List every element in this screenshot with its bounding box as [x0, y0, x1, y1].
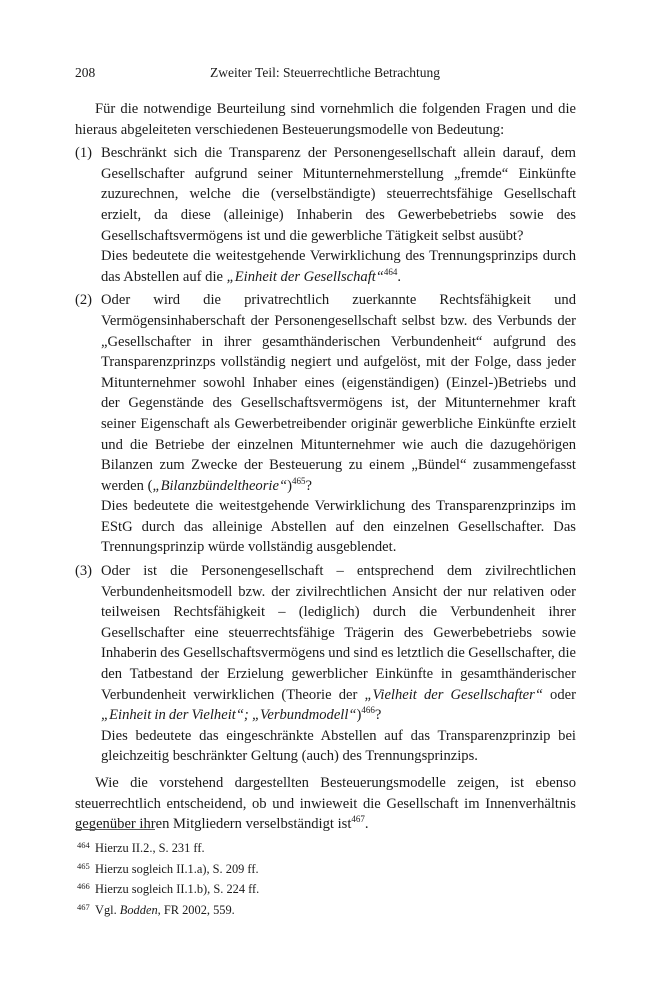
closing-text: Wie die vorstehend dargestellten Besteuerungsmodelle zeigen, ist ebenso steuerrechtlich entscheidend, ob und inwieweit die Gesellschaft im Innenverhältnis gegenüber ihren Mitgliedern verselbständigt ist — [75, 775, 576, 833]
footnote-ref-464[interactable]: 464 — [383, 266, 398, 277]
footnote-divider — [75, 829, 155, 830]
footnote-text: , FR 2002, 559. — [157, 902, 235, 917]
list-item-2 — [75, 290, 576, 558]
footnote-ref-467[interactable]: 467 — [351, 814, 365, 825]
item-question: Beschränkt sich die Transparenz der Personengesellschaft allein darauf, dem Gesellschafter aufgrund seiner Mitunternehmerstellung „fremde“ Einkünfte zuzurechnen, welche die (verselbständigte) steuerrechtsfähige Gesellschaft erzielt, da diese (alleinige) Inhaberin des Gewerbebetriebs sowie des Gesellschaftsvermögens ist und die gewerbliche Tätigkeit selbst ausübt? — [101, 145, 576, 244]
body-text — [75, 99, 576, 835]
footnotes — [75, 838, 475, 920]
term-vielheit-der-gesellschafter: „Vielheit der Gesellschafter“ — [364, 686, 543, 703]
footnote-mark: 465 — [77, 860, 90, 871]
footnote-ref-466[interactable]: 466 — [361, 705, 375, 716]
punctuation: ? — [374, 707, 382, 724]
item-question — [101, 290, 576, 496]
intro-paragraph: Für die notwendige Beurteilung sind vornehmlich die folgenden Fragen und die hieraus abgeleiteten verschiedenen Besteuerungsmodelle von Bedeutung: — [75, 101, 576, 138]
punctuation: ) — [287, 477, 292, 494]
footnote-466 — [75, 879, 475, 900]
footnote-prefix: Vgl. — [95, 902, 120, 917]
footnote-467 — [75, 900, 475, 921]
running-head — [75, 65, 575, 85]
question-text: oder — [542, 686, 576, 703]
item-consequence: Dies bedeutete das eingeschränkte Abstellen auf das Transparenzprinzip bei gleichzeitig beschränkter Geltung (auch) des Trennungsprinzips. — [101, 727, 576, 765]
item-number: (2) — [75, 292, 93, 309]
footnote-ref-465[interactable]: 465 — [291, 475, 306, 486]
item-question — [101, 561, 576, 726]
footnote-mark: 467 — [77, 901, 90, 912]
page-number: 208 — [75, 65, 96, 80]
footnote-465 — [75, 859, 475, 880]
footnote-text: Hierzu sogleich II.1.b), S. 224 ff. — [95, 882, 260, 896]
footnote-author: Bodden — [119, 902, 158, 917]
punctuation: . — [364, 816, 369, 833]
footnote-mark: 464 — [77, 840, 90, 850]
term-bilanzbuendeltheorie: „Bilanzbündeltheorie“ — [152, 477, 288, 494]
question-text: Oder ist die Personengesellschaft – entsprechend dem zivilrechtlichen Verbundenheitsmodell bzw. der zivilrechtlichen Ansicht der nur relativen oder teilweisen Rechtsfähigkeit – (lediglich) durch die Verbundenheit ihrer Gesellschafter eine steuerrechtsfähige Trägerin des Gewerbebetriebs sowie Inhaberin des Gesellschaftsvermögens und sind es letztlich die Gesellschafter, die den Tatbestand der Erzielung gewerblicher Einkünfte in gesamthänderischer Verbundenheit verwirklichen (Theorie der — [101, 563, 576, 703]
list-item-1 — [75, 143, 576, 287]
consequence-text: Dies bedeutete die weitestgehende Verwirklichung des Trennungsprinzips durch das Abstellen auf die — [101, 248, 576, 285]
footnote-text: Hierzu II.2., S. 231 ff. — [95, 841, 205, 855]
punctuation: . — [397, 268, 402, 285]
item-consequence: Dies bedeutete die weitestgehende Verwirklichung des Transparenzprinzips im EStG durch das alleinige Abstellen auf den einzelnen Gesellschafter. Das Trennungsprinzip würde vollständig ausgeblendet. — [101, 498, 576, 556]
item-number: (3) — [75, 563, 93, 580]
punctuation: ? — [305, 477, 312, 494]
list-item-3 — [75, 561, 576, 767]
footnote-text: Hierzu sogleich II.1.a), S. 209 ff. — [95, 861, 259, 876]
closing-paragraph — [75, 773, 576, 835]
item-number: (1) — [75, 145, 93, 162]
footnote-mark: 466 — [77, 881, 90, 891]
punctuation: ) — [356, 707, 362, 724]
term-einheit-der-gesellschaft: „Einheit der Gesellschaft“ — [226, 268, 384, 285]
running-head-title: Zweiter Teil: Steuerrechtliche Betrachtung — [209, 65, 441, 80]
question-text: Oder wird die privatrechtlich zuerkannte Rechtsfähigkeit und Vermögensinhaberschaft der Personengesellschaft selbst bzw. des Verbunds der „Gesellschafter in ihrer gesamthänderischen Verbundenheit“ aufgrund des Transparenzprinzps vollständig negiert und aufgelöst, mit der Folge, dass jeder Mitunternehmer sowohl Inhaber eines (eigenständigen) (Einzel-)Betriebs und der Gegenstände des Gesellschaftsvermögens ist, der Mitunternehmer kraft seiner Eigenschaft als Gewerbetreibender originär gewerbliche Einkünfte erzielt und die Betriebe der einzelnen Mitunternehmer wie auch die dazugehörigen Bilanzen zum Zwecke der Besteuerung zu einem „Bündel“ zusammengefasst werden ( — [101, 292, 576, 494]
item-consequence — [101, 246, 576, 287]
term-einheit-in-der-vielheit: „Einheit in der Vielheit“; „Verbundmodell“ — [101, 707, 357, 724]
footnote-464 — [75, 838, 475, 859]
